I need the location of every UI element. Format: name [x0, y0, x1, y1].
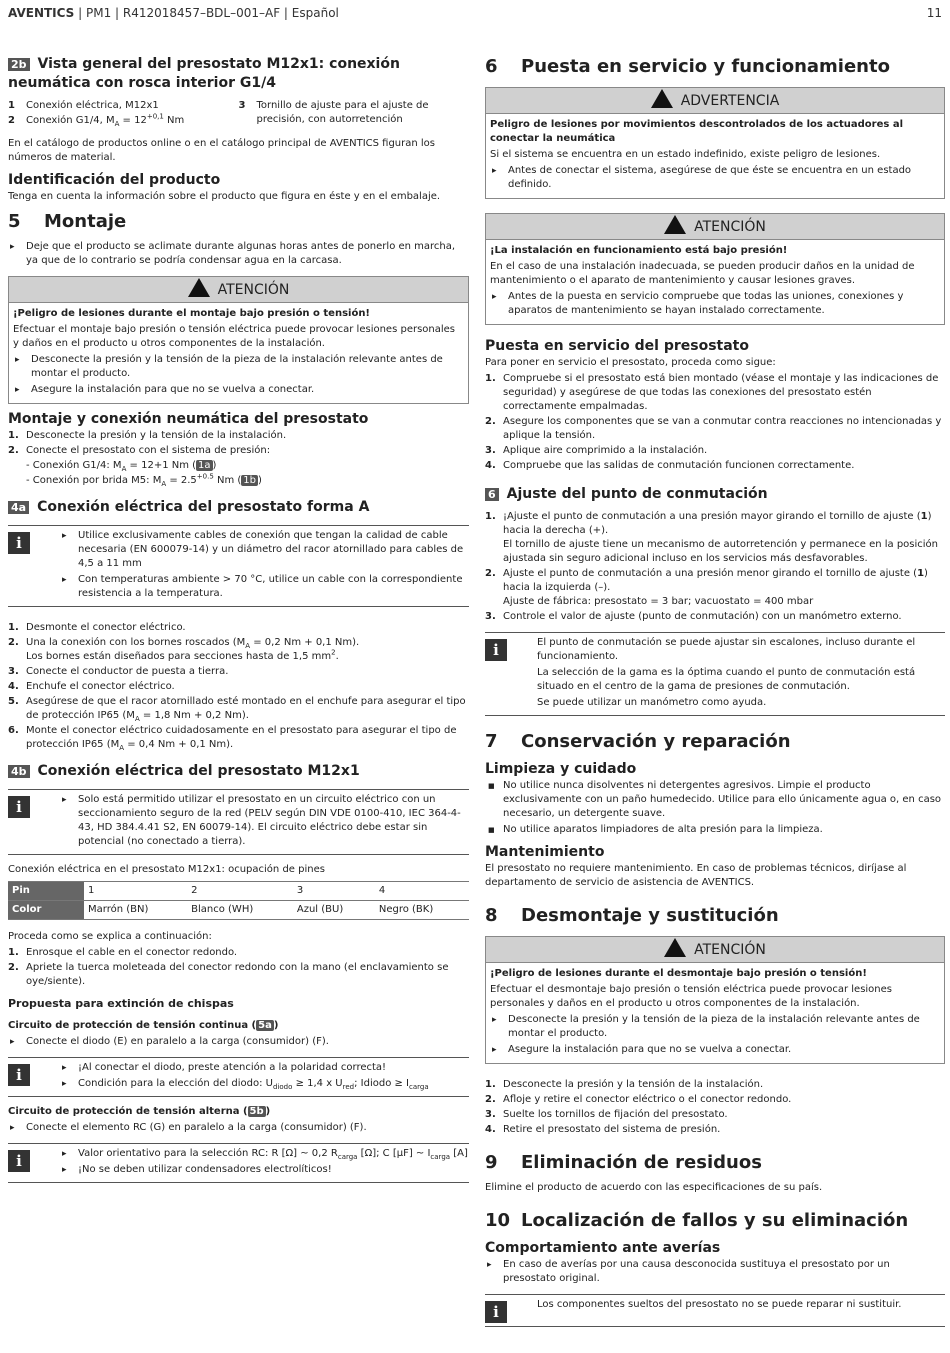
legend: 1 Conexión eléctrica, M12x1 2 Conexión G1/4, $M_A = 12^{+0,1}$ Nm 3 Tornillo de ajuste para el ajuste de precisión, con autorretención — [8, 100, 429, 128]
header-doc: | PM1 | R412018457–BDL–001–AF | Español — [74, 6, 339, 20]
warning-icon — [664, 215, 686, 234]
caution-box-dismount: ATENCIÓN ¡Peligro de lesiones durante el desmontaje bajo presión o tensión! Efectuar el desmontaje bajo presión o tensión eléctrica puede provocar lesiones personales y daños en el producto u otros componentes de la instalación. ▸ Desconecte la presión y la tensión de la pieza de la instalación relevante antes de montar el producto. ▸ Asegure la instalación para que no se vuelva a conectar. — [485, 936, 945, 1064]
id-title: Identificación del producto — [8, 172, 221, 188]
dc-title: Circuito de protección de tensión continua ( 5a ) — [8, 1020, 279, 1031]
info-adjust: i El punto de conmutación se puede ajustar sin escalones, incluso durante el funcionamiento. La selección de la gama es la óptima cuando el punto de conmutación está situado en el centro de la gama de presiones de conmutación. Se puede utilizar un manómetro como ayuda. — [485, 632, 945, 716]
info-4a: i ▸ Utilice exclusivamente cables de conexión que tengan la calidad de cable necesaria (EN 600079-14) y un diámetro del racor atornillado para cables de 4,5 a 11 mm ▸ Con temperaturas ambiente > 70 °C, utilice un cable con la correspondiente resistencia a la temperatura. — [8, 525, 469, 607]
info-icon: i — [485, 1301, 507, 1323]
section-10-title: 10 Localización de fallos y su eliminación — [485, 1210, 909, 1231]
page-number: 11 — [926, 6, 942, 20]
left-column: 2b Vista general del presostato M12x1: conexión neumática con rosca interior G1/4 1 Conexión eléctrica, M12x1 2 Conexión G1/4, $M_A = 12^{+0,1}$ Nm 3 Tornillo de ajuste para el ajuste de precisión, con autorretención En el catálogo de productos online o en el catálogo principal de AVENTICS figuran los números de material. Identificación del producto Tenga en cuenta la información sobre el producto que figura en éste y en el embalaje. 5 Montaje ▸ Deje que el producto se aclimate durante algunas horas antes de ponerlo en marcha, ya que de lo contrario se podría condensar agua en la carcasa. ATENCIÓN ¡Peligro de lesiones durante el montaje bajo presión o tensión! Efectuar el montaje bajo presión o tensión eléctrica puede provocar lesiones personales y daños en el producto u otros componentes de la instalación. ▸ Desconecte la presión y la tensión de la pieza de la instalación relevante antes de montar el producto. ▸ Asegure la instalación para que no se vuelva a conectar. Montaje y conexión neumática del presostato 1. Desconecte la presión y la tensión de la instalación. 2. Conecte el presostato con el sistema de presión: - Conexión G1/4: $M_A = 12+1$ Nm ( 1a ) - Conexión por brida M5: $M_A = 2.5^{+0.5}$ Nm ( 1b ) 4a Conexión eléctrica del presostato forma A i ▸ Utilice exclusivamente cables de conexión que tengan la calidad de cable necesaria (EN 600079-14) y un diámetro del racor atornillado para cables de 4,5 a 11 mm ▸ Con temperaturas ambiente > 70 °C, utilice un cable con la correspondiente resistencia a la temperatura. 1. Desmonte el conector eléctrico. 2. Una la conexión con los bornes roscados ($M_A = 0,2$ Nm + 0,1 Nm). Los bornes están diseñados para secciones hasta de 1,5 $mm^2$. 3. Conecte el conductor de puesta a tierra. 4. Enchufe el conector eléctrico. 5. Asegúrese de que el racor atornillado esté montado en el enchufe para asegurar el tipo de protección IP65 ($M_A = 1,8$ Nm + 0,2 Nm). 6. Monte el conector eléctrico cuidadosamente en el presostato para asegurar el tipo de protección IP65 ($M_A = 0,4$ Nm + 0,1 Nm). 4b Conexión eléctrica del presostato M12x1 i ▸ Solo está permitido utilizar el presostato en un circuito eléctrico con un seccionamiento seguro de la red (PELV según DIN VDE 0100-410, IEC 364-4-43, HD 384.4.41 S2, EN 60079-14). El circuito eléctrico debe estar sin potencial (no conectado a tierra). Conexión eléctrica en el presostato M12x1: ocupación de pines Pin 1 2 3 4 Color Marrón (BN) Blanco (WH) Azul (BU) Negro (BK) Proceda como se explica a continuación: 1. Enrosque el cable en el conector redondo. 2. Apriete la tuerca moleteada del conector redondo con la mano (el enclavamiento se oye/siente). Propuesta para extinción de chispas Circuito de protección de tensión continua ( 5a ) ▸ Conecte el diodo (E) en paralelo a la carga (consumidor) (F). i ▸ ¡Al conectar el diodo, preste atención a la polaridad correcta! ▸ Condición para la elección del diodo: $U_{diodo} \ge 1,4$ x $U_{red}$; Idiodo ≥ $I_{carga}$ Circuito de protección de tensión alterna ( 5b ) ▸ Conecte el elemento RC (G) en paralelo a la carga (consumidor) (F). i ▸ Valor orientativo para la selección RC: R [Ω] ~ 0,2 $R_{carga}$ [Ω]; C [µF] ~ $I_{carga}$ [A] ▸ ¡No se deben utilizar condensadores electrolíticos! — [8, 55, 469, 1191]
info-faults: i Los componentes sueltos del presostato no se puede reparar ni sustituir. — [485, 1294, 945, 1327]
s5-bullet: ▸ Deje que el producto se aclimate durante algunas horas antes de ponerlo en marcha, ya que de lo contrario se podría condensar agua en la carcasa. — [8, 240, 469, 268]
section-4a-title: 4a Conexión eléctrica del presostato forma A — [8, 498, 469, 517]
info-icon: i — [8, 1064, 30, 1086]
warning-icon — [664, 938, 686, 957]
info-4b: i ▸ Solo está permitido utilizar el presostato en un circuito eléctrico con un seccionamiento seguro de la red (PELV según DIN VDE 0100-410, IEC 364-4-43, HD 384.4.41 S2, EN 60079-14). El circuito eléctrico debe estar sin potencial (no conectado a tierra). — [8, 789, 469, 855]
proceed-text: Proceda como se explica a continuación: — [8, 931, 212, 942]
lc-title: Limpieza y cuidado — [485, 761, 637, 777]
ac-title: Circuito de protección de tensión alterna ( 5b ) — [8, 1106, 271, 1117]
catalog-text: En el catálogo de productos online o en el catálogo principal de AVENTICS figuran los números de material. — [8, 138, 435, 163]
section-6-title: 6 Puesta en servicio y funcionamiento — [485, 56, 890, 77]
warning-box-operation: ADVERTENCIA Peligro de lesiones por movimientos descontrolados de los actuadores al conectar la neumática Si el sistema se encuentra en un estado indefinido, existe peligro de lesiones. ▸ Antes de conectar el sistema, asegúrese de que éste se encuentra en un estado definido. — [485, 87, 945, 199]
section-4b-title: 4b Conexión eléctrica del presostato M12x1 — [8, 762, 469, 781]
mt-title: Mantenimiento — [485, 844, 605, 860]
section-9-title: 9 Eliminación de residuos — [485, 1152, 762, 1173]
warning-icon — [188, 278, 210, 297]
pin-caption: Conexión eléctrica en el presostato M12x1: ocupación de pines — [8, 864, 325, 875]
info-icon: i — [8, 1150, 30, 1172]
info-icon: i — [8, 796, 30, 818]
info-dc: i ▸ ¡Al conectar el diodo, preste atención a la polaridad correcta! ▸ Condición para la elección del diodo: $U_{diodo} \ge 1,4$ x $U_{red}$; Idiodo ≥ $I_{carga}$ — [8, 1057, 469, 1097]
section-5-title: 5 Montaje — [8, 211, 127, 232]
info-ac: i ▸ Valor orientativo para la selección RC: R [Ω] ~ 0,2 $R_{carga}$ [Ω]; C [µF] ~ $I_{carga}$ [A] ▸ ¡No se deben utilizar condensadores electrolíticos! — [8, 1143, 469, 1183]
warning-icon — [651, 89, 673, 108]
info-icon: i — [8, 532, 30, 554]
page-header — [8, 6, 942, 24]
ps-title: Puesta en servicio del presostato — [485, 338, 749, 354]
fa-title: Comportamiento ante averías — [485, 1240, 721, 1256]
id-text: Tenga en cuenta la información sobre el producto que figura en éste y en el embalaje. — [8, 191, 441, 202]
pin-table: Pin 1 2 3 4 Color Marrón (BN) Blanco (WH) Azul (BU) Negro (BK) — [8, 881, 469, 920]
brand: AVENTICS — [8, 6, 75, 20]
caution-box-mount: ATENCIÓN ¡Peligro de lesiones durante el montaje bajo presión o tensión! Efectuar el montaje bajo presión o tensión eléctrica puede provocar lesiones personales y daños en el producto u otros componentes de la instalación. ▸ Desconecte la presión y la tensión de la pieza de la instalación relevante antes de montar el producto. ▸ Asegure la instalación para que no se vuelva a conectar. — [8, 276, 469, 404]
section-6b-title: 6 Ajuste del punto de conmutación — [485, 485, 945, 504]
caution-box-pressure: ATENCIÓN ¡La instalación en funcionamiento está bajo presión! En el caso de una instalación inadecuada, se pueden producir daños en la unidad de mantenimiento o el aparato de mantenimiento y causar lesiones graves. ▸ Antes de la puesta en servicio compruebe que todas las uniones, conexiones y aparatos de mantenimiento se hayan instalado correctamente. — [485, 213, 945, 325]
spark-title: Propuesta para extinción de chispas — [8, 997, 234, 1010]
mount-title: Montaje y conexión neumática del presostato — [8, 411, 369, 427]
info-icon: i — [485, 639, 507, 661]
section-2b-title: 2b Vista general del presostato M12x1: conexión neumática con rosca interior G1/4 — [8, 56, 400, 91]
section-7-title: 7 Conservación y reparación — [485, 731, 791, 752]
right-column: 6 Puesta en servicio y funcionamiento ADVERTENCIA Peligro de lesiones por movimientos descontrolados de los actuadores al conectar la neumática Si el sistema se encuentra en un estado indefinido, existe peligro de lesiones. ▸ Antes de conectar el sistema, asegúrese de que éste se encuentra en un estado definido. ATENCIÓN ¡La instalación en funcionamiento está bajo presión! En el caso de una instalación inadecuada, se pueden producir daños en la unidad de mantenimiento o el aparato de mantenimiento y causar lesiones graves. ▸ Antes de la puesta en servicio compruebe que todas las uniones, conexiones y aparatos de mantenimiento se hayan instalado correctamente. Puesta en servicio del presostato Para poner en servicio el presostato, proceda como sigue: 1. Compruebe si el presostato está bien montado (véase el montaje y las indicaciones de seguridad) y asegúrese de que todas las conexiones del presostato estén correctamente empalmadas. 2. Asegure los componentes que se van a conmutar contra reacciones no intencionadas y aplique la tensión. 3. Aplique aire comprimido a la instalación. 4. Compruebe que las salidas de conmutación funcionen correctamente. 6 Ajuste del punto de conmutación 1. ¡Ajuste el punto de conmutación a una presión mayor girando el tornillo de ajuste (1) hacia la derecha (+). El tornillo de ajuste tiene un mecanismo de autorretención y permanece en la posición ajustada sin seguro adicional incluso en los servicios más desfavorables. 2. Ajuste el punto de conmutación a una presión menor girando el tornillo de ajuste (1) hacia la izquierda (–). Ajuste de fábrica: presostato = 3 bar; vacuostato = 400 mbar 3. Controle el valor de ajuste (punto de conmutación) con un manómetro externo. i El punto de conmutación se puede ajustar sin escalones, incluso durante el funcionamiento. La selección de la gama es la óptima cuando el punto de conmutación está situado en el centro de la gama de presiones de conmutación. Se puede utilizar un manómetro como ayuda. 7 Conservación y reparación Limpieza y cuidado ■ No utilice nunca disolventes ni detergentes agresivos. Limpie el producto exclusivamente con un paño humedecido. Utilice para ello únicamente agua o, en caso necesario, un detergente suave. ■ No utilice aparatos limpiadores de alta presión para la limpieza. Mantenimiento El presostato no requiere mantenimiento. En caso de problemas técnicos, diríjase al departamento de servicio de asistencia de AVENTICS. 8 Desmontaje y sustitución ATENCIÓN ¡Peligro de lesiones durante el desmontaje bajo presión o tensión! Efectuar el desmontaje bajo presión o tensión eléctrica puede provocar lesiones personales y daños en el producto u otros componentes de la instalación. ▸ Desconecte la presión y la tensión de la pieza de la instalación relevante antes de montar el producto. ▸ Asegure la instalación para que no se vuelva a conectar. 1. Desconecte la presión y la tensión de la instalación. 2. Afloje y retire el conector eléctrico o el conector redondo. 3. Suelte los tornillos de fijación del presostato. 4. Retire el presostato del sistema de presión. 9 Eliminación de residuos Elimine el producto de acuerdo con las especificaciones de su país. 10 Localización de fallos y su eliminación Comportamiento ante averías ▸ En caso de averías por una causa desconocida sustituya el presostato por un presostato original. i Los componentes sueltos del presostato no se puede reparar ni sustituir. — [485, 55, 945, 1335]
section-8-title: 8 Desmontaje y sustitución — [485, 905, 779, 926]
